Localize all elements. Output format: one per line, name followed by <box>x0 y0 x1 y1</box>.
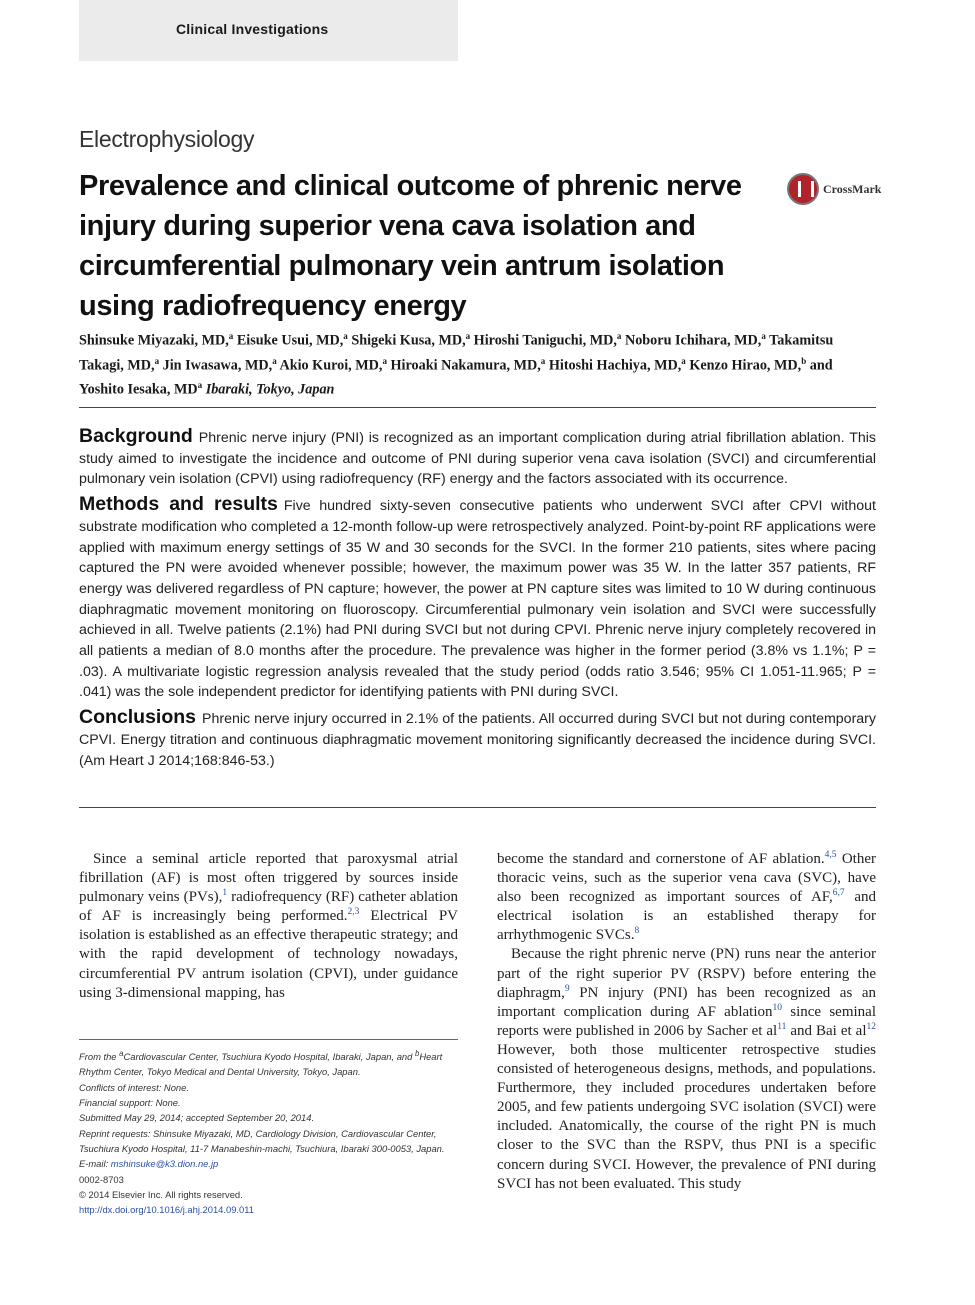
citation-link[interactable]: 4,5 <box>824 850 837 860</box>
footnote-divider <box>79 1039 458 1040</box>
conclusions-heading: Conclusions <box>79 706 197 729</box>
author-affiliation-marker: a <box>761 331 766 341</box>
conclusions-text: Phrenic nerve injury occurred in 2.1% of the patients. All occurred during SVCI but not during contemporary CPVI. Energy titration and continuous diaphragmatic movement monitoring significantly decreased the incidence during SVCI. (Am Heart J 2014;168:846-53.) <box>79 711 876 769</box>
article-category: Electrophysiology <box>79 126 255 152</box>
email-note <box>79 1156 464 1171</box>
reprint-note-line1: Reprint requests: Shinsuke Miyazaki, MD, Cardiology Division, Cardiovascular Center, <box>79 1127 437 1139</box>
conflicts-note: Conflicts of interest: None. <box>79 1081 189 1093</box>
footnote-text: Cardiovascular Center, Tsuchiura Kyodo Hospital, Ibaraki, Japan, and <box>123 1051 415 1063</box>
citation-link[interactable]: 12 <box>866 1021 876 1032</box>
author-affiliation-marker: a <box>343 331 348 341</box>
background-heading: Background <box>79 425 193 447</box>
crossmark-badge[interactable] <box>787 173 887 207</box>
body-text: radiofrequency (RF) catheter ablation of AF is increasingly being performed. <box>79 889 458 925</box>
author-name: Takamitsu Takagi, MD, <box>79 332 834 374</box>
crossmark-label: CrossMark <box>823 182 882 196</box>
author-affiliation-marker: a <box>382 355 387 366</box>
author-name: Hiroaki Nakamura, MD, <box>390 357 541 374</box>
affiliation-note-line2: Rhythm Center, Tokyo Medical and Dental University, Tokyo, Japan. <box>79 1066 361 1078</box>
author-location: Ibaraki, Tokyo, Japan <box>205 382 335 399</box>
abstract-bottom-divider <box>79 807 876 808</box>
reprint-note-line2: Tsuchiura Kyodo Hospital, 11-7 Manabeshin-machi, Tsuchiura, Ibaraki 300-0053, Japan. <box>79 1142 445 1154</box>
author-affiliation-marker: a <box>540 355 546 366</box>
intro-paragraph-2 <box>497 945 876 1193</box>
author-name: Akio Kuroi, MD, <box>279 357 383 374</box>
author-affiliation-marker: a <box>681 355 686 366</box>
body-text: However, both those multicenter retrospective studies consisted of heterogeneous designs, methods, and populations. Furthermore, they included procedures undertaken before 2005, and few patients undergoing SVC isolation (SVCI) were included. Anatomically, the course of the right PN is much closer to the SVC than the RSPV, thus PNI is a specific concern during SVCI. However, the prevalence of PNI during SVCI has not been evaluated. This study <box>497 1041 876 1192</box>
author-name: Noboru Ichihara, MD, <box>624 332 762 349</box>
affiliation-note <box>79 1046 464 1064</box>
footnotes <box>79 1046 464 1217</box>
affil-marker: b <box>414 1049 420 1058</box>
copyright: © 2014 Elsevier Inc. All rights reserved. <box>79 1188 243 1200</box>
body-text: Because the right phrenic nerve (PN) runs near the anterior part of the right superior PV (RSPV) before entering the diaphragm, <box>497 946 876 1001</box>
background-text: Phrenic nerve injury (PNI) is recognized as an important complication during atrial fibrillation ablation. This study aimed to investigate the incidence and outcome of PNI during superior vena cava isolation (SVCI) and circumferential pulmonary vein isolation (CPVI) using radiofrequency (RF) energy and the factors associated with its occurrence. <box>79 430 876 488</box>
abstract-conclusions <box>79 707 876 771</box>
footnote-text: Heart <box>419 1051 443 1063</box>
body-column-left <box>79 850 458 1003</box>
crossmark-icon <box>787 173 819 205</box>
intro-paragraph-1 <box>79 850 458 1003</box>
intro-paragraph-1-cont <box>497 850 876 945</box>
author-name: Shinsuke Miyazaki, MD, <box>79 332 229 349</box>
author-affiliation-marker: b <box>801 355 807 366</box>
author-list <box>79 326 879 400</box>
body-text: since seminal reports were published in 2006 by Sacher et al <box>497 1003 876 1039</box>
doi-link[interactable]: http://dx.doi.org/10.1016/j.ahj.2014.09.011 <box>79 1204 254 1216</box>
author-affiliation-marker: a <box>465 331 471 341</box>
author-affiliation-marker: a <box>197 380 203 391</box>
abstract-methods <box>79 494 876 703</box>
author-name: Hitoshi Hachiya, MD, <box>548 357 682 374</box>
body-text: and Bai et al <box>786 1022 867 1039</box>
submission-dates: Submitted May 29, 2014; accepted September 20, 2014. <box>79 1112 315 1124</box>
citation-link[interactable]: 11 <box>777 1021 787 1032</box>
author-affiliation-marker: a <box>154 355 160 366</box>
email-link[interactable]: mshinsuke@k3.dion.ne.jp <box>110 1158 219 1170</box>
support-note: Financial support: None. <box>79 1097 181 1109</box>
email-label: E-mail: <box>79 1158 111 1170</box>
author-affiliation-marker: a <box>228 331 234 341</box>
author-name: and Yoshito Iesaka, MD <box>79 357 833 399</box>
author-name: Kenzo Hirao, MD, <box>689 357 802 374</box>
section-label: Clinical Investigations <box>176 21 329 37</box>
body-text: PN injury (PNI) has been recognized as an important complication during AF ablation <box>497 984 876 1020</box>
body-text: Other thoracic veins, such as the superior vena cava (SVC), have also been recognized as important sources of AF, <box>497 851 876 906</box>
author-name: Eisuke Usui, MD, <box>236 332 344 349</box>
citation-link[interactable]: 10 <box>772 1002 782 1013</box>
article-title: Prevalence and clinical outcome of phrenic nerve injury during superior vena cava isolation and circumferential pulmonary vein antrum isolation using radiofrequency energy <box>79 170 742 322</box>
body-text: and electrical isolation is an established therapy for arrhythmogenic SVCs. <box>497 889 876 944</box>
body-text: Since a seminal article reported that paroxysmal atrial fibrillation (AF) is most often triggered by sources inside pulmonary veins (PVs), <box>79 851 458 906</box>
abstract <box>79 426 876 775</box>
section-header-tab <box>79 0 458 61</box>
issn: 0002-8703 <box>79 1173 124 1185</box>
abstract-top-divider <box>79 407 876 408</box>
author-name: Hiroshi Taniguchi, MD, <box>473 332 617 349</box>
abstract-background <box>79 426 876 490</box>
affil-marker: a <box>119 1049 124 1058</box>
citation-link[interactable]: 2,3 <box>347 907 360 918</box>
citation-link[interactable]: 8 <box>634 926 640 937</box>
methods-heading: Methods and results <box>79 493 278 516</box>
citation-link[interactable]: 6,7 <box>832 888 845 899</box>
citation-link[interactable]: 9 <box>564 983 570 994</box>
methods-text: Five hundred sixty-seven consecutive patients who underwent SVCI after CPVI without substrate modification who completed a 12-month follow-up were retrospectively analyzed. Point-by-point RF applications were applied with maximum energy settings of 35 W and 30 seconds for the SVCI. In the former 210 patients, sites where pacing captured the PN were avoided whenever possible; however, the maximum power was 35 W. In the latter 357 patients, RF energy was delivered regardless of PN capture; however, the power at PN capture sites was limited to 10 W during continuous diaphragmatic movement monitoring on fluoroscopy. Circumferential pulmonary vein isolation and SVCI were successfully achieved in all. Twelve patients (2.1%) had PNI during SVCI but not during CPVI. Phrenic nerve injury completely recovered in all patients a median of 8.0 months after the procedure. The prevalence was higher in the former period (3.8% vs 1.1%; P = .03). A multivariate logistic regression analysis revealed that the study period (odds ratio 3.546; 95% CI 1.051-11.965; P = .041) was the sole independent predictor for identifying patients with PNI during SVCI. <box>79 498 876 701</box>
body-text: become the standard and cornerstone of AF ablation. <box>497 851 825 867</box>
body-column-right <box>497 850 876 1194</box>
author-affiliation-marker: a <box>616 331 622 341</box>
author-name: Jin Iwasawa, MD, <box>162 357 273 374</box>
footnote-text: From the <box>79 1051 120 1063</box>
author-affiliation-marker: a <box>272 355 277 366</box>
citation-link[interactable]: 1 <box>222 888 228 899</box>
author-name: Shigeki Kusa, MD, <box>351 332 466 349</box>
body-text: Electrical PV isolation is established as an effective therapeutic strategy; and with the rapid development of technology nowadays, circumferential PV antrum isolation (CPVI), under guidance using 3-dimensional mapping, has <box>79 908 458 1001</box>
